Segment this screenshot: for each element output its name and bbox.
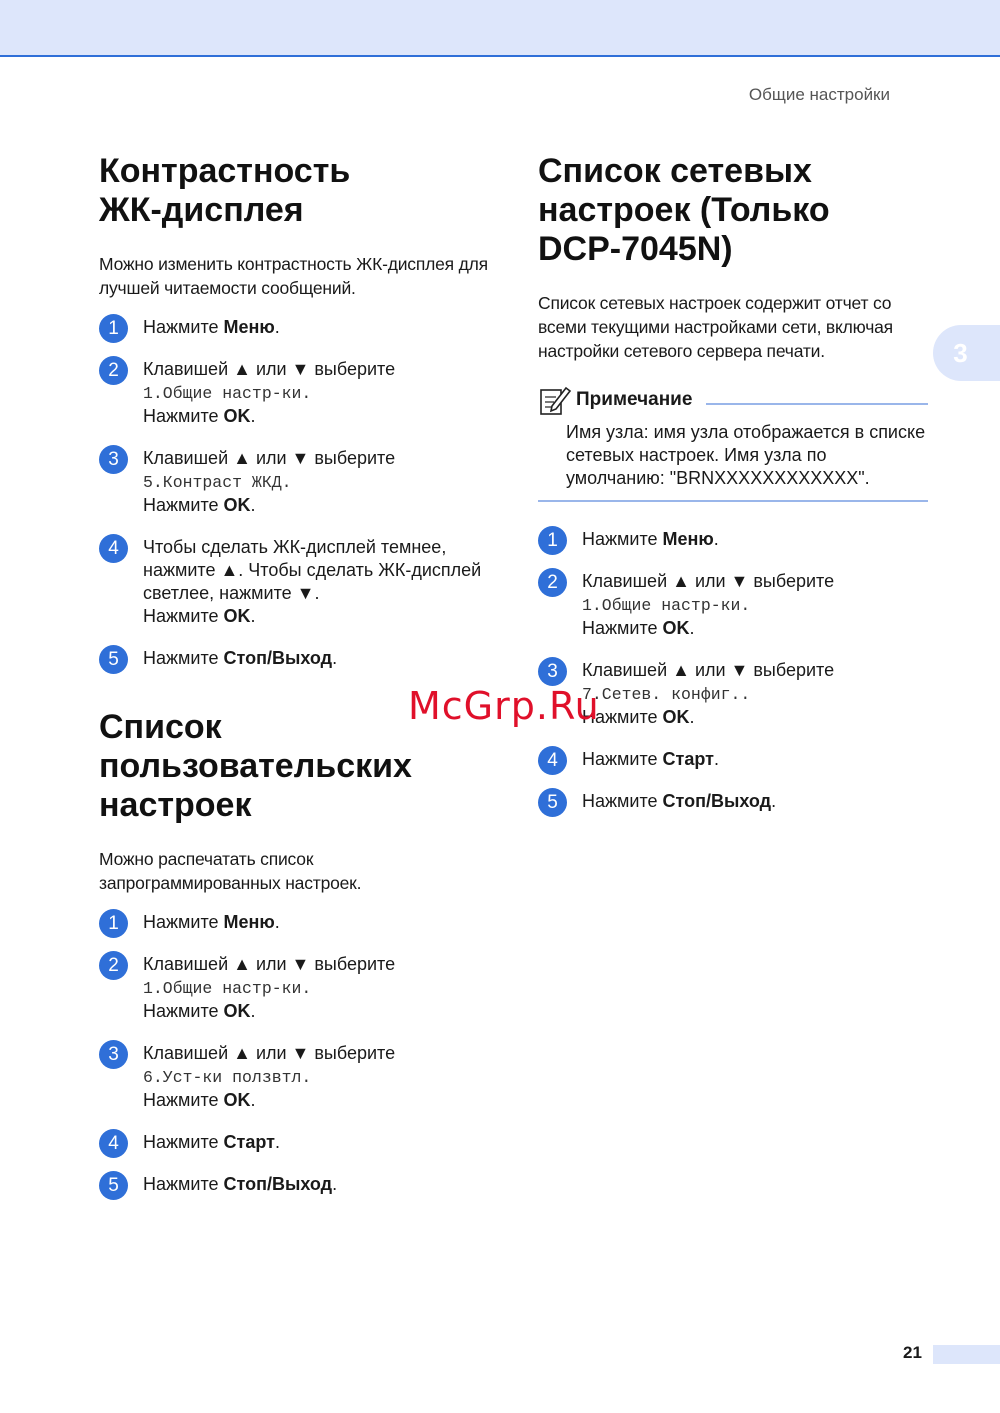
step-number-icon: 1 [99, 314, 128, 343]
step-item: 4 Нажмите Старт. [538, 748, 928, 771]
step-item: 1 Нажмите Меню. [99, 911, 499, 934]
step-item: 4 Чтобы сделать ЖК-дисплей темнее, нажмите ▲. Чтобы сделать ЖК-дисплей светлее, нажмите ▼. Нажмите OK. [99, 536, 499, 628]
step-item: 2 Клавишей ▲ или ▼ выберите 1.Общие настр-ки. Нажмите OK. [99, 358, 499, 428]
note-title: Примечание [576, 389, 693, 410]
section-title-user-settings: Список пользовательских настроек [99, 708, 412, 824]
step-item: 3 Клавишей ▲ или ▼ выберите 6.Уст-ки ползвтл. Нажмите OK. [99, 1042, 499, 1112]
top-banner [0, 0, 1000, 57]
step-number-icon: 2 [538, 568, 567, 597]
section-title-network-settings: Список сетевых настроек (Только DCP-7045N) [538, 152, 830, 268]
lcd-menu-item: 5.Контраст ЖКД. [143, 473, 292, 492]
page-number: 21 [903, 1343, 922, 1362]
note-pencil-icon [538, 384, 572, 416]
step-item: 2 Клавишей ▲ или ▼ выберите 1.Общие настр-ки. Нажмите OK. [99, 953, 499, 1023]
lcd-menu-item: 1.Общие настр-ки. [582, 596, 751, 615]
chapter-tab: 3 [933, 325, 1000, 381]
note-bottom-divider [538, 500, 928, 502]
step-item: 5 Нажмите Стоп/Выход. [538, 790, 928, 813]
section-title-contrast: Контрастность ЖК-дисплея [99, 152, 351, 229]
lcd-menu-item: 7.Сетев. конфиг.. [582, 685, 751, 704]
step-number-icon: 3 [538, 657, 567, 686]
lcd-menu-item: 6.Уст-ки ползвтл. [143, 1068, 312, 1087]
watermark: McGrp.Ru [408, 684, 600, 728]
step-number-icon: 4 [99, 1129, 128, 1158]
step-number-icon: 1 [538, 526, 567, 555]
steps-list [538, 528, 928, 813]
step-item: 1 Нажмите Меню. [538, 528, 928, 551]
steps-list [99, 911, 499, 1196]
lcd-menu-item: 1.Общие настр-ки. [143, 384, 312, 403]
step-number-icon: 5 [538, 788, 567, 817]
step-item: 1 Нажмите Меню. [99, 316, 499, 339]
section-intro: Можно изменить контрастность ЖК-дисплея для лучшей читаемости сообщений. [99, 254, 488, 298]
lcd-menu-item: 1.Общие настр-ки. [143, 979, 312, 998]
section-intro: Список сетевых настроек содержит отчет со всеми текущими настройками сети, включая настройки сетевого сервера печати. [538, 293, 893, 361]
step-item: 2 Клавишей ▲ или ▼ выберите 1.Общие настр-ки. Нажмите OK. [538, 570, 928, 640]
note-box [538, 383, 928, 502]
step-item: 4 Нажмите Старт. [99, 1131, 499, 1154]
step-number-icon: 3 [99, 445, 128, 474]
running-header: Общие настройки [748, 85, 890, 104]
step-number-icon: 5 [99, 645, 128, 674]
step-number-icon: 5 [99, 1171, 128, 1200]
step-item: 5 Нажмите Стоп/Выход. [99, 1173, 499, 1196]
steps-list [99, 316, 499, 670]
step-number-icon: 1 [99, 909, 128, 938]
note-divider [706, 403, 928, 405]
step-number-icon: 2 [99, 356, 128, 385]
note-text: Имя узла: имя узла отображается в списке сетевых настроек. Имя узла по умолчанию: "BRNXXXXXXXXXXXX". [566, 422, 926, 488]
step-item: 3 Клавишей ▲ или ▼ выберите 7.Сетев. конфиг.. Нажмите OK. [538, 659, 928, 729]
section-intro: Можно распечатать список запрограммированных настроек. [99, 849, 362, 893]
right-column [538, 152, 928, 832]
step-number-icon: 4 [99, 534, 128, 563]
footer-tab [933, 1345, 1000, 1364]
step-number-icon: 2 [99, 951, 128, 980]
step-number-icon: 3 [99, 1040, 128, 1069]
step-number-icon: 4 [538, 746, 567, 775]
step-item: 3 Клавишей ▲ или ▼ выберите 5.Контраст ЖКД. Нажмите OK. [99, 447, 499, 517]
step-item: 5 Нажмите Стоп/Выход. [99, 647, 499, 670]
